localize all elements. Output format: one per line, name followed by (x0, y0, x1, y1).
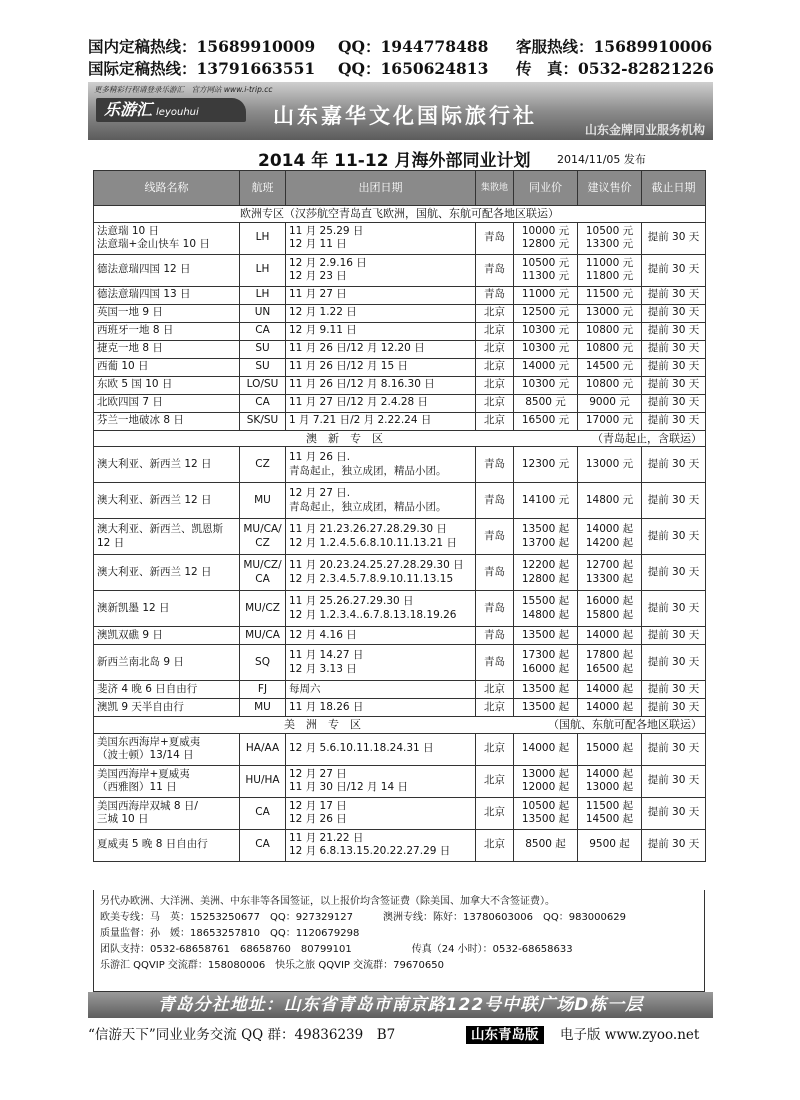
table-row (94, 699, 706, 717)
city-cell: 青岛 (476, 222, 514, 254)
deadline-cell: 提前 30 天 (642, 254, 706, 286)
table-row (94, 447, 706, 483)
flight-cell: UN (240, 304, 286, 322)
route-cell: 澳大利亚、新西兰、凯恩斯 12 日 (94, 519, 240, 555)
deadline-cell: 提前 30 天 (642, 376, 706, 394)
col-route: 线路名称 (94, 171, 240, 206)
deadline-cell: 提前 30 天 (642, 699, 706, 717)
flight-cell: MU/CA/ CZ (240, 519, 286, 555)
flight-cell: MU/CZ (240, 591, 286, 627)
route-cell: 斐济 4 晚 6 日自由行 (94, 681, 240, 699)
section-header (94, 717, 706, 734)
deadline-cell: 提前 30 天 (642, 304, 706, 322)
deadline-cell: 提前 30 天 (642, 483, 706, 519)
retail-cell: 15000 起 (578, 733, 642, 765)
flight-cell: SU (240, 358, 286, 376)
city-cell: 北京 (476, 681, 514, 699)
dates-cell: 11 月 18.26 日 (286, 699, 476, 717)
flight-cell: MU (240, 699, 286, 717)
table-row (94, 829, 706, 861)
table-row (94, 286, 706, 304)
hotline-fax: 传 真：0532-82821226 (516, 59, 714, 78)
table-row (94, 222, 706, 254)
deadline-cell: 提前 30 天 (642, 555, 706, 591)
city-cell: 青岛 (476, 483, 514, 519)
city-cell: 北京 (476, 376, 514, 394)
route-cell: 法意瑞 10 日 法意瑞+金山快车 10 日 (94, 222, 240, 254)
note-line: 欧美专线：马 英：15253250677 QQ：927329127 澳洲专线：陈好：13780603006 QQ：983000629 (100, 912, 626, 923)
deadline-cell: 提前 30 天 (642, 645, 706, 681)
hotline-qq: QQ：1944778488 (338, 37, 489, 56)
dates-cell: 11 月 25.29 日 12 月 11 日 (286, 222, 476, 254)
flight-cell: LH (240, 254, 286, 286)
route-cell: 北欧四国 7 日 (94, 394, 240, 412)
city-cell: 青岛 (476, 286, 514, 304)
table-row (94, 304, 706, 322)
route-cell: 美国西海岸+夏威夷 （西雅图）11 日 (94, 765, 240, 797)
deadline-cell: 提前 30 天 (642, 797, 706, 829)
price-cell: 12500 元 (514, 304, 578, 322)
price-cell: 14000 元 (514, 358, 578, 376)
flight-cell: SU (240, 340, 286, 358)
price-cell: 15500 起 14800 起 (514, 591, 578, 627)
route-cell: 夏威夷 5 晚 8 日自由行 (94, 829, 240, 861)
table-row (94, 645, 706, 681)
price-cell: 12300 元 (514, 447, 578, 483)
retail-cell: 13000 元 (578, 447, 642, 483)
city-cell: 北京 (476, 322, 514, 340)
retail-cell: 14000 起 (578, 699, 642, 717)
city-cell: 青岛 (476, 254, 514, 286)
section-header-cell (94, 430, 706, 447)
dates-cell: 1 月 7.21 日/2 月 2.22.24 日 (286, 412, 476, 430)
deadline-cell: 提前 30 天 (642, 358, 706, 376)
section-title: 欧洲专区（汉莎航空青岛直飞欧洲，国航、东航可配各地区联运） (240, 207, 559, 220)
route-cell: 新西兰南北岛 9 日 (94, 645, 240, 681)
retail-cell: 14000 起 13000 起 (578, 765, 642, 797)
retail-cell: 10800 元 (578, 376, 642, 394)
flight-cell: FJ (240, 681, 286, 699)
deadline-cell: 提前 30 天 (642, 340, 706, 358)
price-cell: 10000 元 12800 元 (514, 222, 578, 254)
route-cell: 澳新凯墨 12 日 (94, 591, 240, 627)
retail-cell: 17800 起 16500 起 (578, 645, 642, 681)
route-cell: 东欧 5 国 10 日 (94, 376, 240, 394)
route-cell: 澳大利亚、新西兰 12 日 (94, 555, 240, 591)
retail-cell: 17000 元 (578, 412, 642, 430)
flight-cell: SQ (240, 645, 286, 681)
price-cell: 8500 元 (514, 394, 578, 412)
retail-cell: 13000 元 (578, 304, 642, 322)
flight-cell: CZ (240, 447, 286, 483)
brand-logo (96, 98, 246, 122)
deadline-cell: 提前 30 天 (642, 733, 706, 765)
price-cell: 13500 起 (514, 699, 578, 717)
dates-cell: 12 月 1.22 日 (286, 304, 476, 322)
dates-cell: 11 月 26 日/12 月 15 日 (286, 358, 476, 376)
retail-cell: 16000 起 15800 起 (578, 591, 642, 627)
table-row (94, 591, 706, 627)
deadline-cell: 提前 30 天 (642, 519, 706, 555)
retail-cell: 14000 起 (578, 681, 642, 699)
brand-sub: leyouhui (156, 107, 199, 118)
route-cell: 澳凯 9 天半自由行 (94, 699, 240, 717)
price-cell: 13500 起 (514, 681, 578, 699)
plan-title: 2014 年 11-12 月海外部同业计划 (258, 151, 531, 171)
deadline-cell: 提前 30 天 (642, 286, 706, 304)
table-header (94, 171, 706, 206)
deadline-cell: 提前 30 天 (642, 394, 706, 412)
flight-cell: CA (240, 797, 286, 829)
city-cell: 北京 (476, 304, 514, 322)
route-cell: 澳凯双礁 9 日 (94, 627, 240, 645)
edition-badge: 山东青岛版 (466, 1026, 544, 1044)
dates-cell: 11 月 21.23.26.27.28.29.30 日 12 月 1.2.4.5.6.8.10.11.13.21 日 (286, 519, 476, 555)
retail-cell: 11000 元 11800 元 (578, 254, 642, 286)
note-line: 质量监督：孙 媛：18653257810 QQ：1120679298 (100, 928, 360, 939)
retail-cell: 14000 起 (578, 627, 642, 645)
deadline-cell: 提前 30 天 (642, 447, 706, 483)
flight-cell: CA (240, 829, 286, 861)
flight-cell: LH (240, 286, 286, 304)
city-cell: 北京 (476, 733, 514, 765)
deadline-cell: 提前 30 天 (642, 681, 706, 699)
city-cell: 北京 (476, 412, 514, 430)
dates-cell: 11 月 21.22 日 12 月 6.8.13.15.20.22.27.29 日 (286, 829, 476, 861)
route-cell: 澳大利亚、新西兰 12 日 (94, 483, 240, 519)
table-row (94, 519, 706, 555)
city-cell: 青岛 (476, 519, 514, 555)
deadline-cell: 提前 30 天 (642, 322, 706, 340)
dates-cell: 12 月 27 日. 青岛起止，独立成团，精品小团。 (286, 483, 476, 519)
retail-cell: 9000 元 (578, 394, 642, 412)
table-row (94, 765, 706, 797)
retail-cell: 12700 起 13300 起 (578, 555, 642, 591)
hotline-qq: QQ：1650624813 (338, 59, 489, 78)
city-cell: 北京 (476, 765, 514, 797)
section-header (94, 206, 706, 223)
retail-cell: 11500 元 (578, 286, 642, 304)
city-cell: 北京 (476, 394, 514, 412)
agency-slogan: 山东金牌同业服务机构 (584, 123, 705, 137)
city-cell: 北京 (476, 829, 514, 861)
dates-cell: 11 月 27 日 (286, 286, 476, 304)
col-city: 集散地 (476, 171, 514, 206)
dates-cell: 12 月 27 日 11 月 30 日/12 月 14 日 (286, 765, 476, 797)
note-line: 团队支持：0532-68658761 68658760 80799101 传真（24 小时）：0532-68658633 (100, 944, 573, 955)
retail-cell: 10800 元 (578, 322, 642, 340)
price-cell: 10300 元 (514, 376, 578, 394)
flight-cell: MU (240, 483, 286, 519)
section-header-cell (94, 717, 706, 734)
dates-cell: 11 月 20.23.24.25.27.28.29.30 日 12 月 2.3.4.5.7.8.9.10.11.13.15 (286, 555, 476, 591)
route-cell: 英国一地 9 日 (94, 304, 240, 322)
flight-cell: LH (240, 222, 286, 254)
table-row (94, 254, 706, 286)
deadline-cell: 提前 30 天 (642, 412, 706, 430)
route-cell: 澳大利亚、新西兰 12 日 (94, 447, 240, 483)
dates-cell: 11 月 27 日/12 月 2.4.28 日 (286, 394, 476, 412)
footer-qq-group: “信游天下”同业业务交流 QQ 群：49836239 B7 (88, 1027, 396, 1043)
price-cell: 13500 起 13700 起 (514, 519, 578, 555)
flight-cell: SK/SU (240, 412, 286, 430)
price-cell: 10500 起 13500 起 (514, 797, 578, 829)
route-cell: 捷克一地 8 日 (94, 340, 240, 358)
city-cell: 北京 (476, 699, 514, 717)
retail-cell: 11500 起 14500 起 (578, 797, 642, 829)
footer-website: 电子版 www.zyoo.net (560, 1027, 700, 1043)
hotline-domestic: 国内定稿热线：15689910009 (88, 37, 316, 56)
deadline-cell: 提前 30 天 (642, 829, 706, 861)
flight-cell: MU/CZ/ CA (240, 555, 286, 591)
branch-address: 青岛分社地址：山东省青岛市南京路122号中联广场D栋一层 (88, 992, 713, 1018)
agency-banner (88, 82, 713, 140)
plan-date: 2014/11/05 发布 (557, 153, 646, 166)
table-row (94, 555, 706, 591)
col-price: 同业价 (514, 171, 578, 206)
dates-cell: 每周六 (286, 681, 476, 699)
dates-cell: 11 月 26 日/12 月 8.16.30 日 (286, 376, 476, 394)
route-cell: 德法意瑞四国 13 日 (94, 286, 240, 304)
section-note: （国航、东航可配各地区联运） (548, 718, 702, 731)
hotline-row (88, 58, 718, 80)
flight-cell: HA/AA (240, 733, 286, 765)
flight-cell: MU/CA (240, 627, 286, 645)
route-cell: 德法意瑞四国 12 日 (94, 254, 240, 286)
price-cell: 16500 元 (514, 412, 578, 430)
tour-table (93, 170, 706, 862)
dates-cell: 12 月 17 日 12 月 26 日 (286, 797, 476, 829)
city-cell: 青岛 (476, 645, 514, 681)
retail-cell: 10500 元 13300 元 (578, 222, 642, 254)
price-cell: 17300 起 16000 起 (514, 645, 578, 681)
price-cell: 12200 起 12800 起 (514, 555, 578, 591)
hotline-service: 客服热线：15689910006 (516, 37, 713, 56)
dates-cell: 12 月 2.9.16 日 12 月 23 日 (286, 254, 476, 286)
table-row (94, 322, 706, 340)
price-cell: 14100 元 (514, 483, 578, 519)
retail-cell: 14000 起 14200 起 (578, 519, 642, 555)
city-cell: 北京 (476, 358, 514, 376)
flight-cell: CA (240, 322, 286, 340)
note-line: 另代办欧洲、大洋洲、美洲、中东非等各国签证，以上报价均含签证费（除美国、加拿大不含签证费）。 (100, 896, 555, 907)
footer (88, 1026, 713, 1046)
table-row (94, 627, 706, 645)
price-cell: 14000 起 (514, 733, 578, 765)
city-cell: 青岛 (476, 591, 514, 627)
price-cell: 8500 起 (514, 829, 578, 861)
retail-cell: 10800 元 (578, 340, 642, 358)
dates-cell: 12 月 5.6.10.11.18.24.31 日 (286, 733, 476, 765)
flight-cell: HU/HA (240, 765, 286, 797)
col-deadline: 截止日期 (642, 171, 706, 206)
section-header-cell (94, 206, 706, 223)
retail-cell: 14800 元 (578, 483, 642, 519)
col-retail: 建议售价 (578, 171, 642, 206)
city-cell: 北京 (476, 340, 514, 358)
hotline-international: 国际定稿热线：13791663551 (88, 59, 316, 78)
notes-box (93, 890, 705, 992)
table-row (94, 340, 706, 358)
city-cell: 青岛 (476, 555, 514, 591)
deadline-cell: 提前 30 天 (642, 627, 706, 645)
route-cell: 美国西海岸双城 8 日/ 三城 10 日 (94, 797, 240, 829)
deadline-cell: 提前 30 天 (642, 765, 706, 797)
city-cell: 青岛 (476, 627, 514, 645)
brand-name: 乐游汇 (104, 100, 153, 119)
table-row (94, 483, 706, 519)
col-flight: 航班 (240, 171, 286, 206)
dates-cell: 11 月 26 日/12 月 12.20 日 (286, 340, 476, 358)
section-header (94, 430, 706, 447)
deadline-cell: 提前 30 天 (642, 222, 706, 254)
route-cell: 芬兰一地破冰 8 日 (94, 412, 240, 430)
retail-cell: 14500 元 (578, 358, 642, 376)
table-row (94, 394, 706, 412)
table-row (94, 376, 706, 394)
table-row (94, 681, 706, 699)
section-note: （青岛起止，含联运） (592, 431, 702, 445)
table-row (94, 797, 706, 829)
dates-cell: 11 月 26 日. 青岛起止，独立成团，精品小团。 (286, 447, 476, 483)
note-line: 乐游汇 QQVIP 交流群：158080006 快乐之旅 QQVIP 交流群：79670650 (100, 960, 444, 971)
flight-cell: CA (240, 394, 286, 412)
col-dates: 出团日期 (286, 171, 476, 206)
agency-name: 山东嘉华文化国际旅行社 (273, 103, 537, 128)
table-row (94, 733, 706, 765)
dates-cell: 11 月 14.27 日 12 月 3.13 日 (286, 645, 476, 681)
price-cell: 11000 元 (514, 286, 578, 304)
table-row (94, 358, 706, 376)
route-cell: 西班牙一地 8 日 (94, 322, 240, 340)
deadline-cell: 提前 30 天 (642, 591, 706, 627)
section-title: 美 洲 专 区 (284, 718, 361, 731)
retail-cell: 9500 起 (578, 829, 642, 861)
table-row (94, 412, 706, 430)
hotlines (88, 36, 718, 80)
price-cell: 13500 起 (514, 627, 578, 645)
route-cell: 美国东西海岸+夏威夷 （波士顿）13/14 日 (94, 733, 240, 765)
route-cell: 西葡 10 日 (94, 358, 240, 376)
section-title: 澳 新 专 区 (306, 431, 383, 445)
hotline-row (88, 36, 718, 58)
dates-cell: 12 月 9.11 日 (286, 322, 476, 340)
banner-tagline: 更多精彩行程请登录乐游汇 官方网站 www.i-trip.cc (94, 85, 273, 94)
dates-cell: 11 月 25.26.27.29.30 日 12 月 1.2.3.4..6.7.8.13.18.19.26 (286, 591, 476, 627)
price-cell: 10300 元 (514, 322, 578, 340)
city-cell: 北京 (476, 797, 514, 829)
price-cell: 10300 元 (514, 340, 578, 358)
flight-cell: LO/SU (240, 376, 286, 394)
price-cell: 13000 起 12000 起 (514, 765, 578, 797)
price-cell: 10500 元 11300 元 (514, 254, 578, 286)
dates-cell: 12 月 4.16 日 (286, 627, 476, 645)
city-cell: 青岛 (476, 447, 514, 483)
